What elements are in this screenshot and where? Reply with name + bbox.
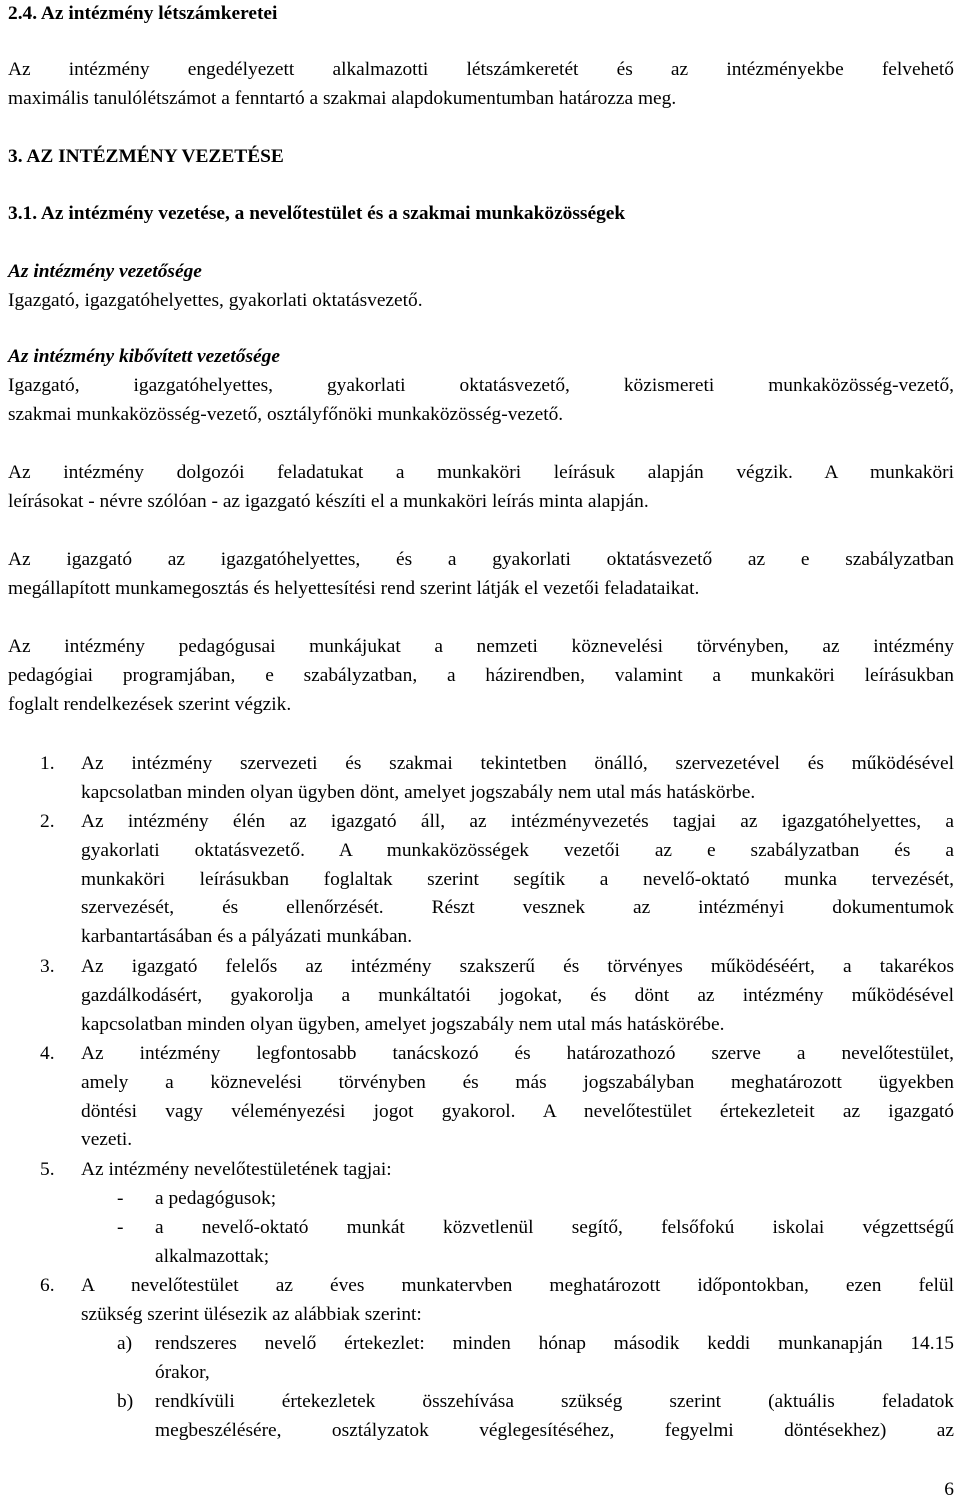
list-number: 5. bbox=[40, 1159, 55, 1180]
text-line: Igazgató, igazgatóhelyettes, gyakorlati oktatásvezető, közismereti munkaközösség-vezető, bbox=[8, 375, 954, 396]
subheading-kibovitett: Az intézmény kibővített vezetősége bbox=[8, 346, 280, 367]
dash-item-text bbox=[155, 1214, 954, 1272]
text-line: a nevelő-oktató munkát közvetlenül segítő, felsőfokú iskolai végzettségű bbox=[155, 1217, 954, 1238]
text-line: amely a köznevelési törvényben és más jogszabályban meghatározott ügyekben bbox=[81, 1071, 954, 1093]
alpha-item-text bbox=[155, 1388, 954, 1446]
text-line: Az intézmény nevelőtestületének tagjai: bbox=[81, 1159, 392, 1180]
text-line: rendszeres nevelő értekezlet: minden hónap második keddi munkanapján 14.15 bbox=[155, 1333, 954, 1354]
paragraph-dolgozok bbox=[8, 459, 954, 517]
text-line: foglalt rendelkezések szerint végzik. bbox=[8, 693, 292, 715]
list-item-text bbox=[81, 1272, 954, 1330]
paragraph-pedagogusok bbox=[8, 633, 954, 719]
alpha-marker: b) bbox=[117, 1391, 134, 1412]
list-number: 2. bbox=[40, 811, 55, 832]
list-number: 6. bbox=[40, 1275, 55, 1296]
text-line: Az igazgató felelős az intézmény szakszerű és törvényes működéséért, a takarékos bbox=[81, 956, 954, 977]
text-line: leírásokat - névre szólóan - az igazgató készíti el a munkaköri leírás minta alapján. bbox=[8, 490, 649, 512]
heading-2-4: 2.4. Az intézmény létszámkeretei bbox=[8, 3, 278, 24]
text-line: Igazgató, igazgatóhelyettes, gyakorlati oktatásvezető. bbox=[8, 290, 423, 311]
text-line: pedagógiai programjában, e szabályzatban, a házirendben, valamint a munkaköri leírásukban bbox=[8, 664, 954, 686]
text-line: Az intézmény legfontosabb tanácskozó és határozathozó szerve a nevelőtestület, bbox=[81, 1043, 954, 1064]
list-item-text bbox=[81, 1156, 954, 1185]
text-line: rendkívüli értekezletek összehívása szükség szerint (aktuális feladatok bbox=[155, 1391, 954, 1412]
dash-marker: - bbox=[117, 1188, 124, 1209]
heading-3-1: 3.1. Az intézmény vezetése, a nevelőtestület és a szakmai munkaközösségek bbox=[8, 203, 626, 224]
text-line: szakmai munkaközösség-vezető, osztályfőnöki munkaközösség-vezető. bbox=[8, 403, 564, 425]
text-line: munkaköri leírásukban foglaltak szerint segítik a nevelő-oktató munka tervezését, bbox=[81, 868, 954, 890]
list-item-text bbox=[81, 953, 954, 1039]
heading-3: 3. AZ INTÉZMÉNY VEZETÉSE bbox=[8, 146, 284, 167]
text-line: Az intézmény engedélyezett alkalmazotti létszámkeretét és az intézményekbe felvehető bbox=[8, 59, 954, 80]
text-line: Az intézmény szervezeti és szakmai tekintetben önálló, szervezetével és működésével bbox=[81, 753, 954, 774]
paragraph-letszam bbox=[8, 56, 954, 114]
alpha-item-text bbox=[155, 1330, 954, 1388]
paragraph-kibovitett bbox=[8, 372, 954, 430]
text-line: megbeszélésére, osztályzatok véglegesítéséhez, fegyelmi döntésekhez) az bbox=[155, 1419, 954, 1441]
text-line: karbantartásában és a pályázati munkában. bbox=[81, 926, 413, 948]
alpha-marker: a) bbox=[117, 1333, 133, 1354]
text-line: szervezését, és ellenőrzését. Részt vesznek az intézményi dokumentumok bbox=[81, 897, 954, 919]
text-line: a pedagógusok; bbox=[155, 1188, 277, 1209]
text-line: kapcsolatban minden olyan ügyben, amelyet jogszabály nem utal más hatáskörébe. bbox=[81, 1013, 725, 1035]
list-number: 4. bbox=[40, 1043, 55, 1064]
subheading-vezetoseg: Az intézmény vezetősége bbox=[8, 261, 202, 282]
text-line: Az intézmény dolgozói feladatukat a munkaköri leírásuk alapján végzik. A munkaköri bbox=[8, 462, 954, 483]
text-line: órakor, bbox=[155, 1361, 210, 1383]
list-number: 3. bbox=[40, 956, 55, 977]
text-line: Az intézmény pedagógusai munkájukat a nemzeti köznevelési törvényben, az intézmény bbox=[8, 636, 954, 657]
text-line: vezeti. bbox=[81, 1129, 133, 1151]
text-line: döntési vagy véleményezési jogot gyakorol. A nevelőtestület értekezleteit az igazgató bbox=[81, 1100, 954, 1122]
paragraph-vezetoseg bbox=[8, 287, 954, 316]
text-line: A nevelőtestület az éves munkatervben meghatározott időpontokban, ezen felül bbox=[81, 1275, 954, 1296]
list-item-text bbox=[81, 750, 954, 808]
paragraph-igazgato bbox=[8, 546, 954, 604]
text-line: megállapított munkamegosztás és helyettesítési rend szerint látják el vezetői feladataikat. bbox=[8, 577, 700, 599]
list-item-text bbox=[81, 808, 954, 952]
text-line: gazdálkodásért, gyakorolja a munkáltatói jogokat, és dönt az intézmény működésével bbox=[81, 984, 954, 1006]
text-line: alkalmazottak; bbox=[155, 1245, 270, 1267]
text-line: gyakorlati oktatásvezető. A munkaközösségek vezetői az e szabályzatban és a bbox=[81, 839, 954, 861]
text-line: szükség szerint ülésezik az alábbiak szerint: bbox=[81, 1303, 422, 1325]
page-number: 6 bbox=[944, 1479, 954, 1500]
text-line: Az intézmény élén az igazgató áll, az intézményvezetés tagjai az igazgatóhelyettes, a bbox=[81, 811, 954, 832]
dash-item-text bbox=[155, 1185, 954, 1214]
dash-marker: - bbox=[117, 1217, 124, 1238]
text-line: Az igazgató az igazgatóhelyettes, és a gyakorlati oktatásvezető az e szabályzatban bbox=[8, 549, 954, 570]
text-line: maximális tanulólétszámot a fenntartó a szakmai alapdokumentumban határozza meg. bbox=[8, 87, 677, 109]
list-number: 1. bbox=[40, 753, 55, 774]
list-item-text bbox=[81, 1040, 954, 1155]
text-line: kapcsolatban minden olyan ügyben dönt, amelyet jogszabály nem utal más hatáskörbe. bbox=[81, 781, 756, 803]
